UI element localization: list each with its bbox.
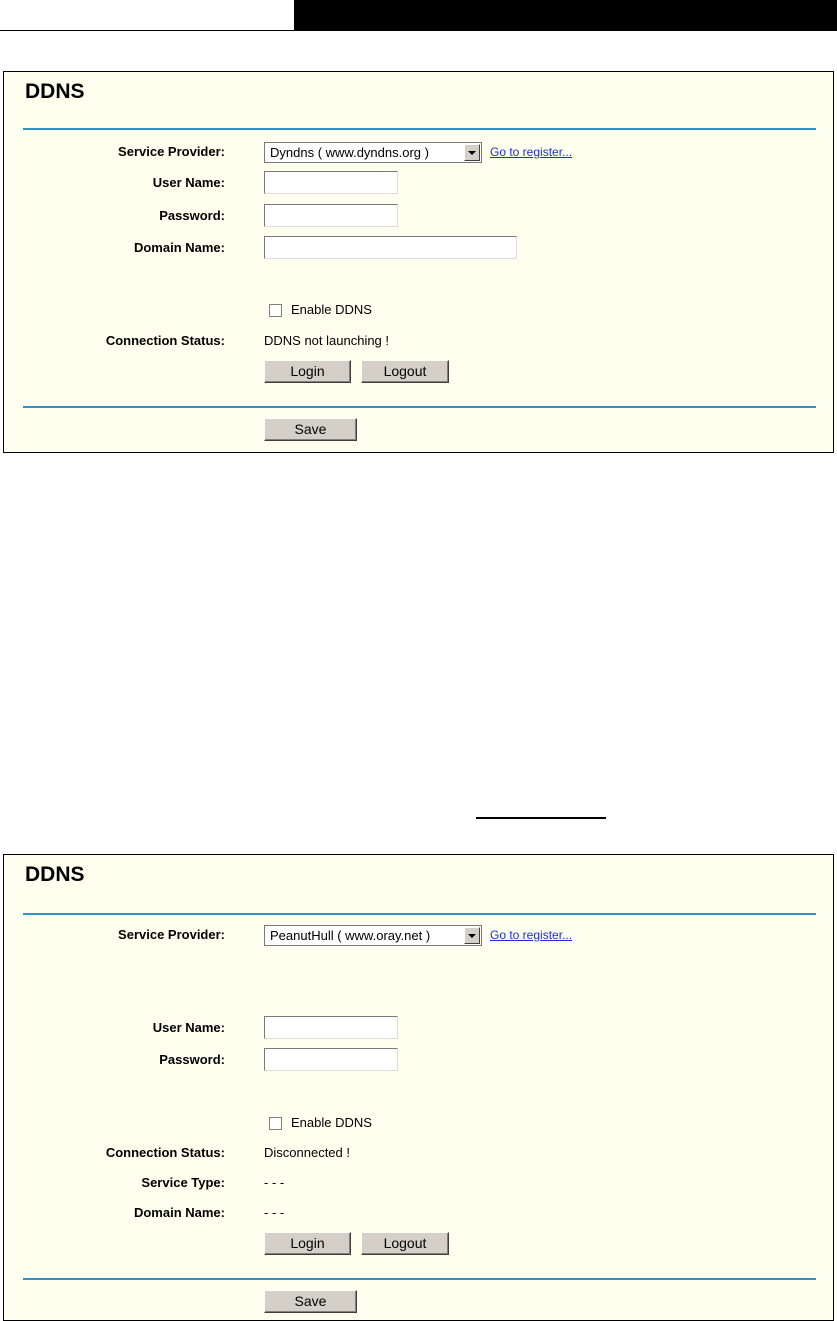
service-type-value: - - - (264, 1175, 285, 1190)
chevron-down-icon[interactable] (464, 927, 480, 944)
enable-ddns-checkbox[interactable] (269, 1117, 282, 1130)
bottom-divider (23, 1278, 816, 1280)
user-name-label: User Name: (152, 1020, 225, 1035)
service-provider-select[interactable] (264, 142, 482, 163)
service-type-label: Service Type: (141, 1175, 225, 1190)
logout-button[interactable]: Logout (361, 360, 449, 383)
logout-button[interactable]: Logout (361, 1232, 449, 1255)
register-link[interactable]: Go to register... (490, 928, 573, 942)
page-title: DDNS (25, 863, 85, 886)
register-link[interactable]: Go to register... (490, 145, 573, 159)
save-button[interactable]: Save (264, 418, 357, 441)
user-name-label: User Name: (152, 175, 225, 190)
login-button[interactable]: Login (264, 360, 351, 383)
top-divider (23, 128, 816, 130)
chevron-down-icon[interactable] (464, 144, 480, 161)
top-divider (23, 913, 816, 915)
service-provider-value: Dyndns ( www.dyndns.org ) (270, 145, 429, 160)
enable-ddns-checkbox[interactable] (269, 304, 282, 317)
domain-name-value: - - - (264, 1205, 285, 1220)
bottom-divider (23, 406, 816, 408)
header-line (0, 30, 837, 31)
password-label: Password: (159, 1052, 225, 1067)
text-underline (476, 817, 606, 819)
domain-name-label: Domain Name: (133, 1205, 225, 1220)
login-button[interactable]: Login (264, 1232, 351, 1255)
connection-status-value: Disconnected ! (264, 1145, 350, 1160)
ddns-panel-peanuthull (3, 854, 834, 1321)
connection-status-label: Connection Status: (105, 1145, 225, 1160)
service-provider-value: PeanutHull ( www.oray.net ) (270, 928, 431, 943)
user-name-input[interactable] (264, 1016, 398, 1039)
page-title: DDNS (25, 80, 85, 103)
service-provider-select[interactable] (264, 925, 482, 946)
service-provider-label: Service Provider: (118, 144, 225, 159)
header-bar (294, 0, 837, 30)
enable-ddns-label: Enable DDNS (291, 1115, 372, 1130)
service-provider-label: Service Provider: (118, 927, 225, 942)
ddns-panel-dyndns (3, 71, 834, 453)
user-name-input[interactable] (264, 171, 398, 194)
password-input[interactable] (264, 204, 398, 227)
enable-ddns-label: Enable DDNS (291, 302, 372, 317)
domain-name-input[interactable] (264, 236, 517, 259)
connection-status-value: DDNS not launching ! (264, 333, 390, 348)
connection-status-label: Connection Status: (105, 333, 225, 348)
password-label: Password: (159, 208, 225, 223)
password-input[interactable] (264, 1048, 398, 1071)
domain-name-label: Domain Name: (133, 240, 225, 255)
save-button[interactable]: Save (264, 1290, 357, 1313)
